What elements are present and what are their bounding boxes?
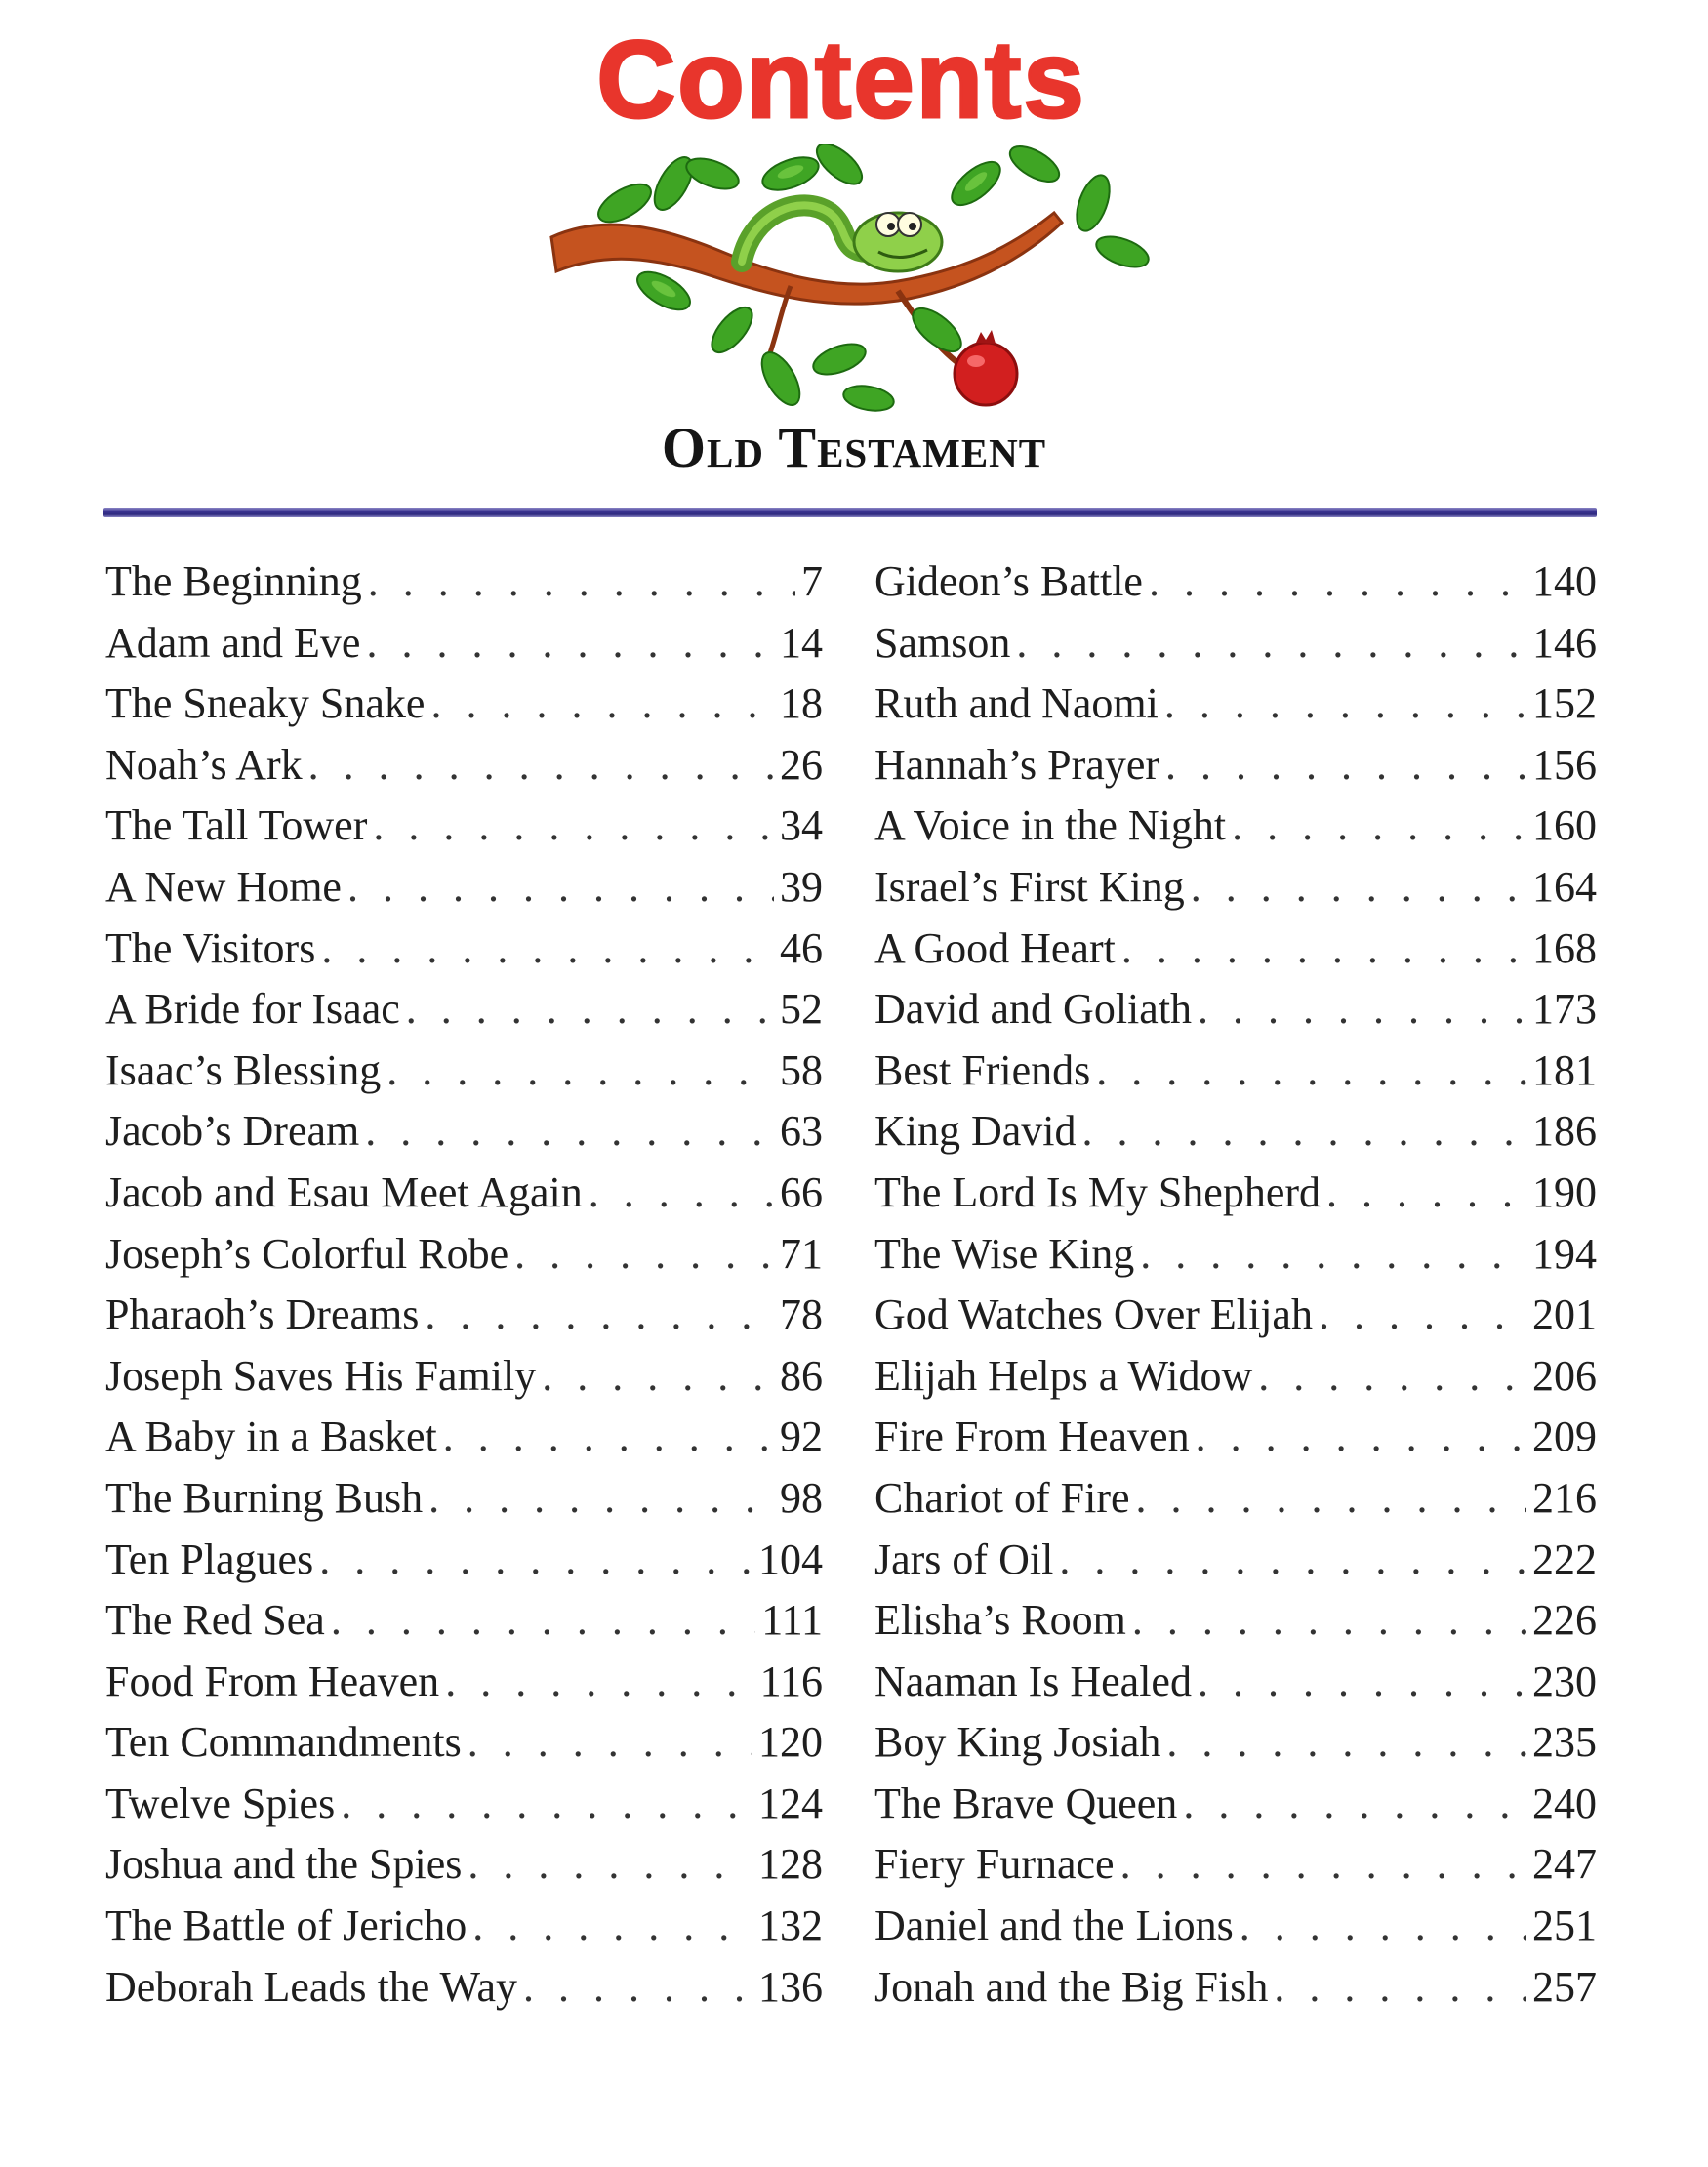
dot-leader [1096,1045,1526,1095]
toc-entry [874,1411,1597,1473]
toc-entry [105,923,823,985]
dot-leader [468,1717,752,1767]
toc-entry-title: A Good Heart [874,923,1116,972]
dot-leader [1166,1717,1526,1767]
toc-entry-page: 63 [780,1107,823,1156]
toc-entry-page: 104 [758,1534,823,1583]
dot-leader [1164,678,1526,728]
toc-entry-title: Noah’s Ark [105,740,303,789]
section-heading: Old Testament [661,416,1047,479]
toc-entry-page: 160 [1532,801,1597,850]
toc-entry [105,1595,823,1656]
toc-entry [874,1229,1597,1290]
toc-entry-title: Gideon’s Battle [874,557,1143,605]
toc-entry [105,1289,823,1351]
toc-entry-title: Samson [874,618,1011,667]
toc-entry-title: The Red Sea [105,1596,325,1645]
toc-entry [105,800,823,862]
dot-leader [428,1473,774,1523]
title-text: Contents [596,19,1086,141]
dot-leader [347,862,774,912]
toc-entry-page: 128 [758,1840,823,1889]
toc-entry [874,556,1597,618]
toc-entry-title: Daniel and the Lions [874,1901,1234,1950]
toc-entry [874,1106,1597,1167]
dot-leader [1121,923,1526,973]
dot-leader [1136,1473,1526,1523]
dot-leader [1274,1962,1526,2012]
toc-entry [874,800,1597,862]
dot-leader [1120,1839,1526,1889]
toc-entry-page: 186 [1532,1107,1597,1156]
toc-entry-page: 152 [1532,679,1597,728]
toc-entry-title: The Beginning [105,557,362,605]
toc-entry-page: 46 [780,923,823,972]
dot-leader [1059,1534,1526,1584]
toc-entry [874,1473,1597,1534]
toc-entry [874,1289,1597,1351]
dot-leader [443,1411,774,1461]
toc-entry-title: God Watches Over Elijah [874,1290,1313,1339]
toc-entry-page: 7 [801,557,823,605]
toc-entry-page: 209 [1532,1412,1597,1461]
toc-entry-title: Naaman Is Healed [874,1656,1192,1705]
toc-entry-page: 257 [1532,1962,1597,2011]
toc-entry-title: Isaac’s Blessing [105,1045,382,1094]
dot-leader [1016,618,1526,668]
toc-entry-title: The Tall Tower [105,801,368,850]
toc-entry-title: Elisha’s Room [874,1596,1126,1645]
toc-entry [874,1351,1597,1412]
dot-leader [1198,984,1526,1034]
toc-entry [105,1962,823,2024]
toc-entry-title: A Voice in the Night [874,801,1227,850]
toc-entry-page: 190 [1532,1167,1597,1216]
toc-entry [105,1534,823,1596]
toc-entry-page: 222 [1532,1534,1597,1583]
dot-leader [523,1962,752,2012]
dot-leader [425,1289,774,1339]
toc-entry [874,1839,1597,1901]
toc-entry-page: 181 [1532,1045,1597,1094]
toc-entry [874,1595,1597,1656]
dot-leader [341,1779,752,1828]
dot-leader [1165,740,1526,790]
dot-leader [321,923,774,973]
toc-entry-page: 173 [1532,985,1597,1034]
dot-leader [319,1534,752,1584]
toc-entry-title: A Baby in a Basket [105,1412,437,1461]
toc-entry [874,1167,1597,1229]
dot-leader [308,740,774,790]
dot-leader [1258,1351,1526,1401]
toc-entry-title: The Burning Bush [105,1473,424,1522]
toc-entry-page: 116 [759,1656,823,1705]
toc-entry [105,740,823,801]
toc-entry [105,1717,823,1779]
toc-entry [105,1901,823,1962]
toc-entry-page: 124 [758,1779,823,1827]
toc-entry-title: Jacob and Esau Meet Again [105,1167,583,1216]
toc-entry-title: The Brave Queen [874,1779,1178,1827]
toc-entry [874,678,1597,740]
toc-entry-page: 58 [780,1045,823,1094]
toc-entry-title: Twelve Spies [105,1779,336,1827]
toc-entry [105,1229,823,1290]
toc-entry [105,984,823,1045]
dot-leader [514,1229,774,1279]
toc-entry-title: Hannah’s Prayer [874,740,1160,789]
dot-leader [373,800,774,850]
toc-entry [105,1779,823,1840]
toc-entry-title: Ruth and Naomi [874,679,1159,728]
toc-entry [105,1167,823,1229]
dot-leader [1149,556,1526,606]
toc-entry [874,923,1597,985]
dot-leader [368,556,795,606]
toc-entry-page: 14 [780,618,823,667]
toc-entry [105,556,823,618]
toc-entry [874,740,1597,801]
dot-leader [1196,1411,1526,1461]
dot-leader [1232,800,1526,850]
toc-entry [874,1962,1597,2024]
toc-entry-title: The Battle of Jericho [105,1901,468,1950]
dot-leader [1198,1656,1526,1706]
toc-entry-title: Joshua and the Spies [105,1840,463,1889]
toc-entry-page: 168 [1532,923,1597,972]
toc-entry-title: Israel’s First King [874,862,1185,911]
toc-entry-title: Deborah Leads the Way [105,1962,518,2011]
toc-column-left [105,556,823,2023]
toc-entry-title: Fire From Heaven [874,1412,1190,1461]
toc-entry-title: Ten Plagues [105,1534,314,1583]
toc-entry-page: 92 [780,1412,823,1461]
toc-entry-page: 120 [758,1718,823,1767]
toc-entry-title: Food From Heaven [105,1656,440,1705]
toc-entry-title: Joseph’s Colorful Robe [105,1229,509,1278]
dot-leader [445,1656,753,1706]
toc-entry-page: 251 [1532,1901,1597,1950]
toc-entry-title: Joseph Saves His Family [105,1351,537,1400]
title-lettering [0,18,1708,144]
dot-leader [1326,1167,1526,1217]
dot-leader [542,1351,774,1401]
dot-leader [589,1167,774,1217]
toc-entry [105,862,823,923]
toc-entry-title: A New Home [105,862,342,911]
toc-entry [105,1656,823,1718]
toc-entry-title: King David [874,1107,1077,1156]
toc-entry-title: David and Goliath [874,985,1193,1034]
toc-entry-title: Best Friends [874,1045,1091,1094]
toc-entry-title: Fiery Furnace [874,1840,1115,1889]
toc-entry-page: 71 [780,1229,823,1278]
toc-entry-title: The Wise King [874,1229,1135,1278]
page-title [0,18,1708,144]
dot-leader [472,1901,752,1950]
toc-entry-page: 194 [1532,1229,1597,1278]
dot-leader [1140,1229,1526,1279]
dot-leader [331,1595,755,1645]
toc-entry [105,1106,823,1167]
toc-entry-page: 52 [780,985,823,1034]
toc-entry-page: 111 [761,1596,823,1645]
toc-entry-page: 216 [1532,1473,1597,1522]
toc-entry [874,984,1597,1045]
toc-entry [105,678,823,740]
dot-leader [406,984,774,1034]
toc-entry-page: 132 [758,1901,823,1950]
dot-leader [1191,862,1526,912]
toc-entry [105,1045,823,1107]
toc-entry-page: 66 [780,1167,823,1216]
toc-entry [874,1534,1597,1596]
toc-entry-page: 98 [780,1473,823,1522]
dot-leader [1240,1901,1526,1950]
toc-entry [874,618,1597,679]
toc-entry-page: 34 [780,801,823,850]
toc-entry-page: 164 [1532,862,1597,911]
dot-leader [1132,1595,1526,1645]
dot-leader [365,1106,774,1156]
toc-entry-title: Elijah Helps a Widow [874,1351,1253,1400]
toc-entry-page: 226 [1532,1596,1597,1645]
toc-entry-page: 230 [1532,1656,1597,1705]
toc-entry-page: 156 [1532,740,1597,789]
dot-leader [386,1045,774,1095]
toc-entry [105,1473,823,1534]
toc-entry [874,1045,1597,1107]
dot-leader [468,1839,752,1889]
toc-entry [874,1717,1597,1779]
toc-column-right [874,556,1597,2023]
toc-entry-page: 247 [1532,1840,1597,1889]
toc-entry-title: Boy King Josiah [874,1718,1161,1767]
toc-entry-title: Jacob’s Dream [105,1107,360,1156]
toc-entry-page: 26 [780,740,823,789]
toc-entry [874,1779,1597,1840]
toc-entry [874,862,1597,923]
toc-entry-title: Chariot of Fire [874,1473,1130,1522]
toc-entry-page: 140 [1532,557,1597,605]
toc-entry-title: The Sneaky Snake [105,679,426,728]
toc-entry-title: Ten Commandments [105,1718,462,1767]
dot-leader [430,678,774,728]
toc-entry-page: 18 [780,679,823,728]
toc-entry-title: Jars of Oil [874,1534,1054,1583]
toc-entry [105,618,823,679]
toc-entry [105,1839,823,1901]
toc-entry-page: 146 [1532,618,1597,667]
dot-leader [1319,1289,1526,1339]
toc-entry-title: A Bride for Isaac [105,985,400,1034]
toc-entry-page: 78 [780,1290,823,1339]
toc-entry [874,1656,1597,1718]
toc-entry [105,1411,823,1473]
dot-leader [1183,1779,1526,1828]
tree-branch-snake-pomegranate-icon [547,144,1152,418]
toc-entry-title: The Visitors [105,923,316,972]
toc-entry-page: 136 [758,1962,823,2011]
toc-entry-page: 86 [780,1351,823,1400]
toc-entry-page: 235 [1532,1718,1597,1767]
toc-entry-page: 201 [1532,1290,1597,1339]
toc-entry [105,1351,823,1412]
toc-entry-title: Pharaoh’s Dreams [105,1290,420,1339]
dot-leader [1082,1106,1526,1156]
toc-entry-page: 39 [780,862,823,911]
toc-entry-title: Jonah and the Big Fish [874,1962,1269,2011]
toc-entry [874,1901,1597,1962]
toc-entry-page: 206 [1532,1351,1597,1400]
divider-line [103,508,1597,517]
toc-entry-page: 240 [1532,1779,1597,1827]
dot-leader [366,618,774,668]
toc-entry-title: Adam and Eve [105,618,361,667]
toc-entry-title: The Lord Is My Shepherd [874,1167,1322,1216]
